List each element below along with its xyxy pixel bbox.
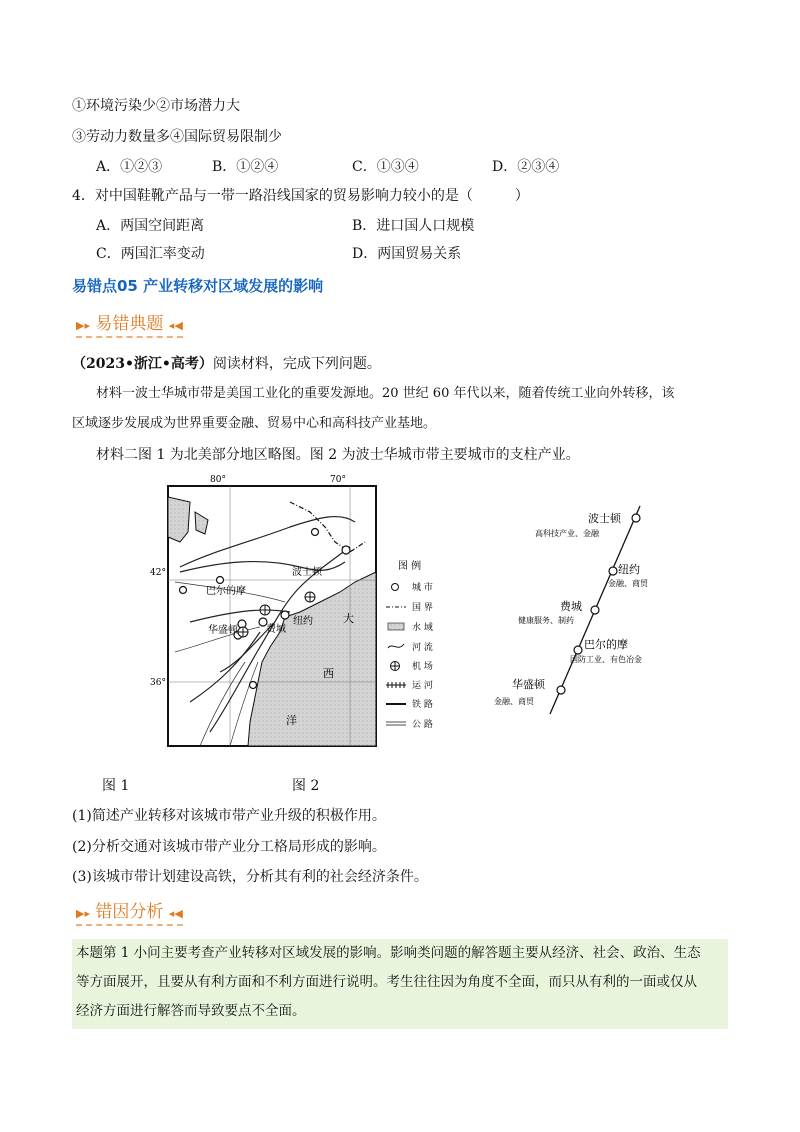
map-legend-title: 图 例 — [398, 561, 422, 572]
fig2-industry-label: 健康服务、制药 — [518, 616, 574, 625]
fig2-city-label: 波士顿 — [588, 512, 621, 525]
material2: 材料二图 1 为北美部分地区略图。图 2 为波士华城市带主要城市的支柱产业。 — [96, 447, 580, 463]
map-ocean-label: 西 — [323, 667, 334, 680]
map-label-philadelphia: 费城 — [266, 624, 286, 635]
fig2-city-node — [632, 514, 640, 522]
banner-typical-errors — [76, 309, 183, 334]
map-lat-label: 42° — [150, 568, 166, 578]
banner-error-analysis-label: 错因分析 — [95, 902, 164, 922]
question-2: (2)分析交通对该城市带产业分工格局形成的影响。 — [72, 839, 386, 855]
banner-left-arrows-icon: ▶▸ — [76, 319, 90, 332]
fig2-industry-label: 金融、商贸 — [494, 697, 534, 706]
q4-choice-b: B．进口国人口规模 — [352, 218, 475, 234]
map-legend-label: 河 流 — [412, 643, 433, 653]
fig2-city-node — [609, 567, 617, 575]
question-source: （2023•浙江•高考） — [72, 356, 213, 372]
map-city-boston — [342, 546, 350, 554]
fig2-city-node — [591, 606, 599, 614]
fig2-caption: 图 2 — [292, 778, 320, 794]
fig2-city-node — [557, 686, 565, 694]
fig1-caption: 图 1 — [102, 778, 130, 794]
q3-choice-b: B．①②④ — [212, 159, 279, 175]
map-lon-label: 70° — [330, 475, 346, 485]
fig2-city-label: 巴尔的摩 — [584, 638, 628, 651]
figure-1-map — [150, 472, 460, 750]
banner-right-arrows-icon: ◂◀ — [168, 319, 183, 332]
analysis-line: 经济方面进行解答而导致要点不全面。 — [76, 1003, 306, 1019]
fig2-industry-label: 国防工业、有色冶金 — [570, 655, 642, 664]
q3-choice-a: A．①②③ — [96, 159, 163, 175]
map-legend-label: 公 路 — [412, 720, 433, 730]
q4-choice-d: D．两国贸易关系 — [352, 246, 462, 262]
fig2-city-node — [574, 646, 582, 654]
section-title: 易错点05 产业转移对区域发展的影响 — [72, 277, 324, 295]
analysis-line: 本题第 1 小问主要考查产业转移对区域发展的影响。影响类问题的解答题主要从经济、社会、政治、生态 — [76, 945, 701, 961]
analysis-box — [72, 939, 728, 1029]
map-label-new-york: 纽约 — [293, 616, 313, 627]
analysis-line: 等方面展开，且要从有利方面和不利方面进行说明。考生往往因为角度不全面，而只从有利的一面或仅从 — [76, 974, 697, 990]
banner-error-analysis — [76, 897, 183, 922]
map-legend-label: 机 场 — [412, 662, 433, 672]
map-label-baltimore: 巴尔的摩 — [206, 586, 246, 597]
q3-choice-c: C．①③④ — [352, 159, 419, 175]
map-legend — [386, 584, 406, 726]
map-ocean-label: 大 — [343, 612, 354, 625]
figure-2-city-belt — [488, 500, 658, 720]
map-label-washington: 华盛顿 — [208, 625, 238, 636]
question-3: (3)该城市带计划建设高铁，分析其有利的社会经济条件。 — [72, 869, 428, 885]
banner-typical-errors-label: 易错典题 — [95, 314, 164, 334]
question-1: (1)简述产业转移对该城市带产业升级的积极作用。 — [72, 808, 386, 824]
q3-option-line-1: ①环境污染少②市场潜力大 — [72, 98, 240, 114]
map-lat-label: 36° — [150, 678, 166, 688]
q3-choice-d: D．②③④ — [492, 159, 560, 175]
fig2-city-label: 纽约 — [618, 563, 640, 576]
fig2-industry-label: 金融、商贸 — [608, 579, 648, 588]
map-legend-label: 运 河 — [412, 681, 433, 691]
fig2-industry-label: 高科技产业、金融 — [535, 529, 599, 538]
map-lon-label: 80° — [210, 475, 226, 485]
material1-line-1: 材料一波士华城市带是美国工业化的重要发源地。20 世纪 60 年代以来，随着传统工业向外转移，该 — [96, 386, 675, 401]
q4-stem: 4．对中国鞋靴产品与一带一路沿线国家的贸易影响力较小的是（ ） — [72, 188, 529, 204]
map-legend-label: 国 界 — [412, 603, 433, 613]
q4-choice-a: A．两国空间距离 — [96, 218, 205, 234]
question-source-line — [72, 354, 381, 374]
map-legend-label: 铁 路 — [412, 700, 433, 710]
map-label-boston: 波士顿 — [292, 567, 322, 578]
banner-left-arrows-icon: ▶▸ — [76, 907, 90, 920]
fig2-city-label: 华盛顿 — [512, 678, 545, 691]
q3-option-line-2: ③劳动力数量多④国际贸易限制少 — [72, 129, 282, 145]
map-legend-label: 水 域 — [412, 623, 433, 633]
map-legend-label: 城 市 — [412, 583, 433, 593]
material1-line-2: 区域逐步发展成为世界重要金融、贸易中心和高科技产业基地。 — [72, 416, 437, 431]
map-ocean-label: 洋 — [286, 714, 297, 727]
fig2-city-label: 费城 — [560, 600, 582, 613]
map-city-new-york — [281, 611, 289, 619]
question-intro: 阅读材料，完成下列问题。 — [212, 356, 381, 372]
q4-choice-c: C．两国汇率变动 — [96, 246, 205, 262]
banner-right-arrows-icon: ◂◀ — [168, 907, 183, 920]
